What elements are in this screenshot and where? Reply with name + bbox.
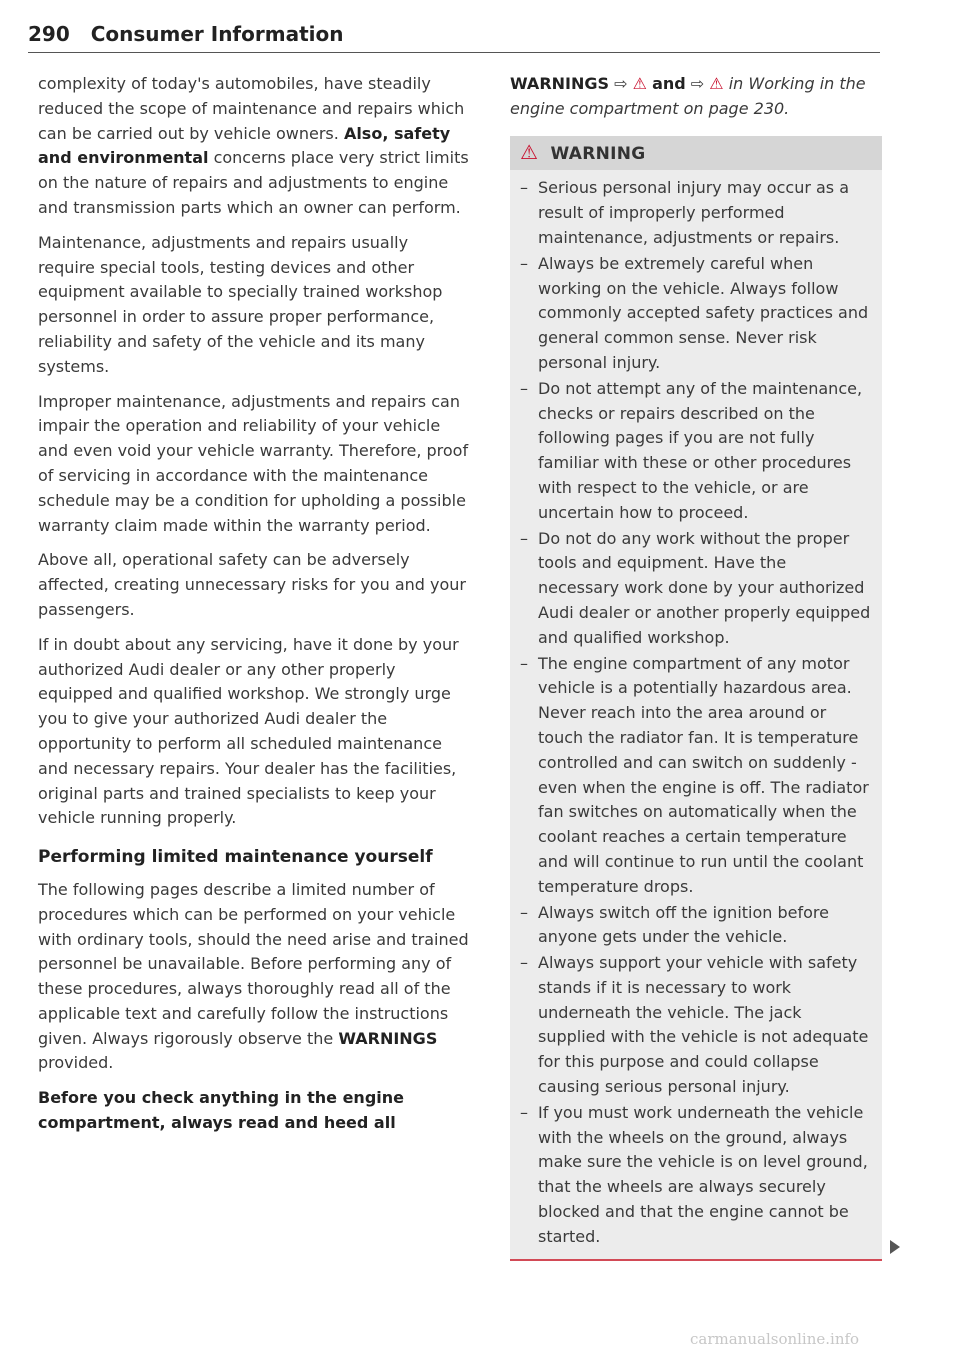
paragraph-1 [38, 72, 470, 221]
left-column [38, 72, 470, 1146]
warning-item: – Do not attempt any of the maintenance, checks or repairs described on the following pages if you are not fully familiar with these or other procedures with respect to the vehicle, or are uncertain how to proceed. [520, 377, 872, 526]
paragraph-5: If in doubt about any servicing, have it done by your authorized Audi dealer or any other properly equipped and qualified workshop. We strongly urge you to give your authorized Audi dealer the opportunity to perform all scheduled maintenance and necessary repairs. Your dealer has the facilities, original parts and trained specialists to keep your vehicle running properly. [38, 634, 459, 828]
paragraph-2: Maintenance, adjustments and repairs usually require special tools, testing devices and other equipment available to specially trained workshop personnel in order to assure proper performance, reliability and safety of the vehicle and its many systems. [38, 232, 443, 376]
warnings-intro-bold: WARNINGS [510, 74, 610, 93]
paragraph-7: Before you check anything in the engine compartment, always read and heed all [38, 1088, 404, 1133]
warning-item: – Do not do any work without the proper tools and equipment. Have the necessary work done by your authorized Audi dealer or another properly equipped and qualified workshop. [520, 527, 872, 651]
warning-triangle-icon: ⚠ [709, 74, 724, 93]
warning-triangle-icon: ⚠ [520, 139, 539, 164]
warning-header [510, 136, 882, 171]
paragraph-3: Improper maintenance, adjustments and repairs can impair the operation and reliability of your vehicle and even void your vehicle warranty. Therefore, proof of servicing in accordance with the maintenance schedule may be a condition for upholding a possible warranty claim made within the warranty period. [38, 391, 469, 535]
paragraph-1-text-b: concerns place very strict limits on the nature of repairs and adjustments to engine and transmission parts which an owner can perform. [38, 148, 469, 217]
warning-item: – Serious personal injury may occur as a result of improperly performed maintenance, adjustments or repairs. [520, 176, 872, 250]
watermark: carmanualsonline.info [690, 1330, 860, 1348]
paragraph-6-text-a: The following pages describe a limited number of procedures which can be performed on your vehicle with ordinary tools, should the need arise and trained personnel be unavailable. Before performing any of these procedures, always thoroughly read all of the applicable text and carefully follow the instructions given. Always rigorously observe the [38, 879, 469, 1048]
paragraph-6 [38, 878, 470, 1076]
warning-triangle-icon: ⚠ [632, 74, 647, 93]
arrow-right-icon: ⇨ [614, 74, 628, 93]
arrow-right-icon: ⇨ [690, 74, 705, 93]
continue-arrow-icon [890, 1240, 900, 1254]
right-column [510, 72, 882, 1261]
warning-item: – Always switch off the ignition before anyone gets under the vehicle. [520, 901, 872, 951]
subheading: Performing limited maintenance yourself [38, 847, 433, 868]
warnings-intro-ref[interactable]: in Working in the engine compartment on page 230. [510, 74, 866, 118]
paragraph-6-text-b: provided. [38, 1053, 114, 1073]
paragraph-1-text-a: complexity of today's automobiles, have steadily reduced the scope of maintenance and repairs which can be carried out by vehicle owners. [38, 74, 465, 143]
warning-item: – Always support your vehicle with safety stands if it is necessary to work underneath the vehicle. The jack supplied with the vehicle is not adequate for this purpose and could collapse causing serious personal injury. [520, 951, 872, 1100]
warnings-intro-and: and [652, 74, 686, 93]
section-title: Consumer Information [90, 22, 344, 46]
paragraph-6-bold: WARNINGS [338, 1028, 438, 1048]
warning-item: – The engine compartment of any motor vehicle is a potentially hazardous area. Never reach into the area around or touch the radiator fan. It is temperature controlled and can switch on suddenly - even when the engine is off. The radiator fan switches on automatically when the coolant reaches a certain temperature and will continue to run until the coolant temperature drops. [520, 652, 872, 900]
paragraph-1-bold: Also, safety and environmental [38, 123, 451, 168]
page-header [28, 22, 880, 53]
warning-item: – If you must work underneath the vehicle with the wheels on the ground, always make sure the vehicle is on level ground, that the wheels are always securely blocked and that the engine cannot be started. [520, 1101, 872, 1250]
paragraph-4: Above all, operational safety can be adversely affected, creating unnecessary risks for you and your passengers. [38, 550, 466, 619]
warning-title: WARNING [550, 143, 646, 164]
warning-item: – Always be extremely careful when working on the vehicle. Always follow commonly accepted safety practices and general common sense. Never risk personal injury. [520, 252, 872, 376]
page-number: 290 [28, 22, 70, 46]
warning-box [510, 136, 882, 1261]
warnings-intro [510, 72, 882, 122]
warning-list [510, 170, 882, 1249]
